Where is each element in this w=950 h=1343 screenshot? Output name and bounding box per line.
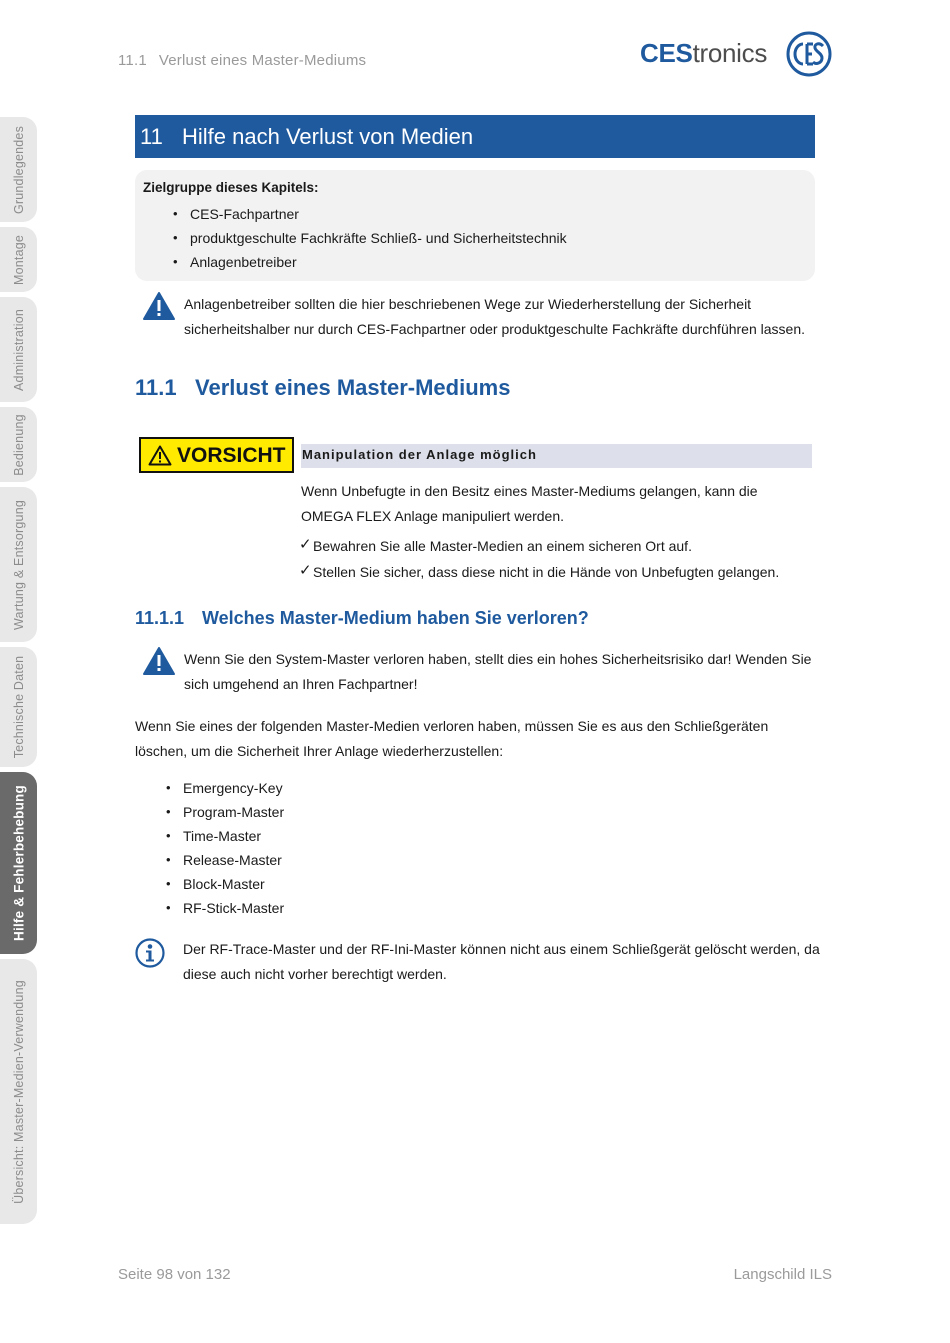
caution-triangle-icon [148,445,172,466]
section-number: 11.1 [135,375,177,400]
running-header-title: Verlust eines Master-Mediums [158,52,367,69]
list-item: • Time-Master [183,824,284,848]
list-item: • RF-Stick-Master [183,896,284,920]
body-line: löschen, um die Sicherheit Ihrer Anlage wiederherzustellen: [135,743,504,759]
logo-wordmark [640,38,767,69]
warning-text-operators [184,292,805,342]
target-group-box [135,170,815,281]
side-tab-label: Grundlegendes [11,125,26,214]
side-tab-label: Montage [11,234,26,285]
warning-line: Anlagenbetreiber sollten die hier beschriebenen Wege zur Wiederherstellung der Sicherheit [184,296,752,312]
cestronics-logo [640,30,835,80]
section-heading [135,375,510,401]
side-tab-label: Hilfe & Fehlerbehebung [11,785,26,941]
body-line: Wenn Sie eines der folgenden Master-Medien verloren haben, müssen Sie es aus den Schließgeräten [135,718,769,734]
master-media-list [183,776,284,920]
side-tab-label: Übersicht: Master-Medien-Verwendung [11,979,26,1204]
info-line: diese auch nicht vorher berechtigt werden. [183,966,447,982]
side-tab-hilfe-fehlerbehebung[interactable] [0,772,37,954]
caution-badge [139,437,294,473]
logo-wordmark-bold: CES [640,38,693,68]
warning-triangle-icon [142,291,176,321]
subsection-heading [135,608,589,629]
section-title: Verlust eines Master-Mediums [195,375,511,400]
list-item: • Program-Master [183,800,284,824]
list-item: • Anlagenbetreiber [190,250,567,274]
logo-wordmark-light: tronics [692,38,768,68]
caution-line: OMEGA FLEX Anlage manipuliert werden. [301,508,565,524]
target-group-title: Zielgruppe dieses Kapitels: [143,180,319,195]
ces-emblem-icon [786,31,832,77]
side-tab-label: Bedienung [11,413,26,476]
check-item: ✓ Bewahren Sie alle Master-Medien an einem sicheren Ort auf. [301,533,779,559]
side-tab-administration[interactable] [0,297,37,402]
side-tab-bedienung[interactable] [0,407,37,482]
warning-triangle-icon [142,646,176,676]
caution-heading: Manipulation der Anlage möglich [302,447,537,462]
warning-line: sicherheitshalber nur durch CES-Fachpartner oder produktgeschulte Fachkräfte durchführen lassen. [184,321,805,337]
list-item: • Emergency-Key [183,776,284,800]
target-group-list [190,202,567,274]
check-item: ✓ Stellen Sie sicher, dass diese nicht in die Hände von Unbefugten gelangen. [301,559,779,585]
side-tab-label: Administration [11,308,26,391]
chapter-number: 11 [140,124,163,149]
caution-text [301,479,758,529]
warning-text-system-master [184,647,811,697]
list-item: • CES-Fachpartner [190,202,567,226]
list-item: • Block-Master [183,872,284,896]
running-header-number: 11.1 [118,52,147,69]
body-paragraph [135,714,768,764]
side-tab-wartung-entsorgung[interactable] [0,487,37,642]
warning-line: Wenn Sie den System-Master verloren haben, stellt dies ein hohes Sicherheitsrisiko dar! Wenden Sie [184,651,812,667]
side-tab-uebersicht-master-medien[interactable] [0,959,37,1224]
side-tab-label: Wartung & Entsorgung [11,499,26,630]
info-icon [135,938,165,968]
chapter-heading [135,115,815,158]
page-number: Seite 98 von 132 [118,1266,231,1283]
side-tab-montage[interactable] [0,227,37,292]
caution-label: VORSICHT [177,444,286,467]
caution-checklist [301,533,779,585]
running-header [118,52,366,69]
list-item: • Release-Master [183,848,284,872]
chapter-title: Hilfe nach Verlust von Medien [182,124,474,149]
side-tab-technische-daten[interactable] [0,647,37,767]
info-line: Der RF-Trace-Master und der RF-Ini-Master können nicht aus einem Schließgerät gelöscht werden, da [183,941,820,957]
side-tab-grundlegendes[interactable] [0,117,37,222]
caution-heading-bar [301,444,812,468]
warning-line: sich umgehend an Ihren Fachpartner! [184,676,418,692]
list-item: • produktgeschulte Fachkräfte Schließ- und Sicherheitstechnik [190,226,567,250]
subsection-number: 11.1.1 [135,608,185,628]
subsection-title: Welches Master-Medium haben Sie verloren? [202,608,589,628]
side-tab-label: Technische Daten [11,655,26,759]
product-name: Langschild ILS [733,1266,832,1283]
caution-line: Wenn Unbefugte in den Besitz eines Master-Mediums gelangen, kann die [301,483,758,499]
info-text [183,937,820,987]
